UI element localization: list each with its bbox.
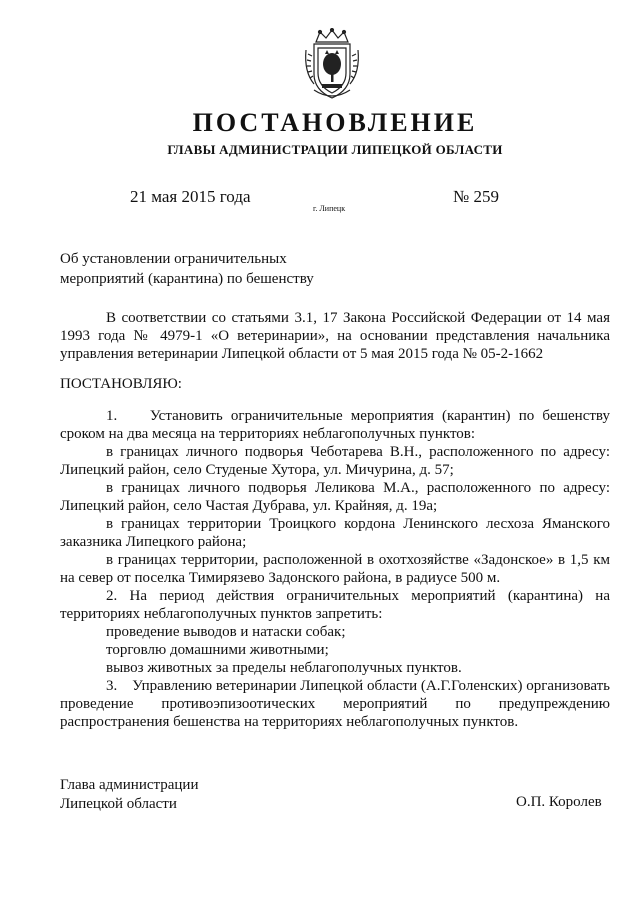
- body-paragraph: в границах личного подворья Чеботарева В.Н., расположенного по адресу: Липецкий район, село Студеные Хутора, ул. Мичурина, д. 57;: [60, 444, 610, 478]
- subject-line-2: мероприятий (карантина) по бешенству: [60, 271, 314, 287]
- body-paragraph: проведение выводов и натаски собак;: [106, 624, 346, 640]
- signature-position: [60, 776, 198, 814]
- document-body: [60, 309, 610, 731]
- document-number: № 259: [453, 187, 499, 206]
- body-paragraph: в границах территории Троицкого кордона Ленинского лесхоза Яманского заказника Липецкого района;: [60, 516, 610, 550]
- document-title: ПОСТАНОВЛЕНИЕ: [192, 108, 478, 137]
- body-paragraph: в границах территории, расположенной в охотхозяйстве «Задонское» в 1,5 км на север от поселка Тимирязево Задонского района, в радиусе 500 м.: [60, 552, 610, 586]
- resolve-heading: ПОСТАНОВЛЯЮ:: [60, 376, 182, 392]
- document-subject: [60, 249, 314, 289]
- signature-position-line-2: Липецкой области: [60, 796, 177, 812]
- subject-line-1: Об установлении ограничительных: [60, 251, 287, 267]
- document-date: 21 мая 2015 года: [130, 187, 251, 206]
- document-city: г. Липецк: [313, 204, 346, 213]
- signer-name: О.П. Королев: [516, 794, 602, 810]
- body-paragraph: в границах личного подворья Леликова М.А., расположенного по адресу: Липецкий район, село Частая Дубрава, ул. Крайняя, д. 19а;: [60, 480, 610, 514]
- body-paragraph: вывоз животных за пределы неблагополучных пунктов.: [106, 660, 462, 676]
- body-paragraph: 1. Установить ограничительные мероприятия (карантин) по бешенству сроком на два месяца на территориях неблагополучных пунктов:: [60, 408, 610, 442]
- body-paragraph: торговлю домашними животными;: [106, 642, 329, 658]
- coat-of-arms-icon: [300, 28, 364, 102]
- document-subtitle: ГЛАВЫ АДМИНИСТРАЦИИ ЛИПЕЦКОЙ ОБЛАСТИ: [167, 142, 503, 157]
- preamble-paragraph: В соответствии со статьями 3.1, 17 Закона Российской Федерации от 14 мая 1993 года № 4979-1 «О ветеринарии», на основании представления начальника управления ветеринарии Липецкой области от 5 мая 2015 года № 05-2-1662: [60, 310, 610, 362]
- body-paragraph: 2. На период действия ограничительных мероприятий (карантина) на территориях неблагополучных пунктов запретить:: [60, 588, 610, 622]
- body-paragraph: 3. Управлению ветеринарии Липецкой области (А.Г.Голенских) организовать проведение противоэпизоотических мероприятий по предупреждению распространения бешенства на территориях неблагополучных пунктов.: [60, 678, 610, 730]
- signature-position-line-1: Глава администрации: [60, 777, 199, 793]
